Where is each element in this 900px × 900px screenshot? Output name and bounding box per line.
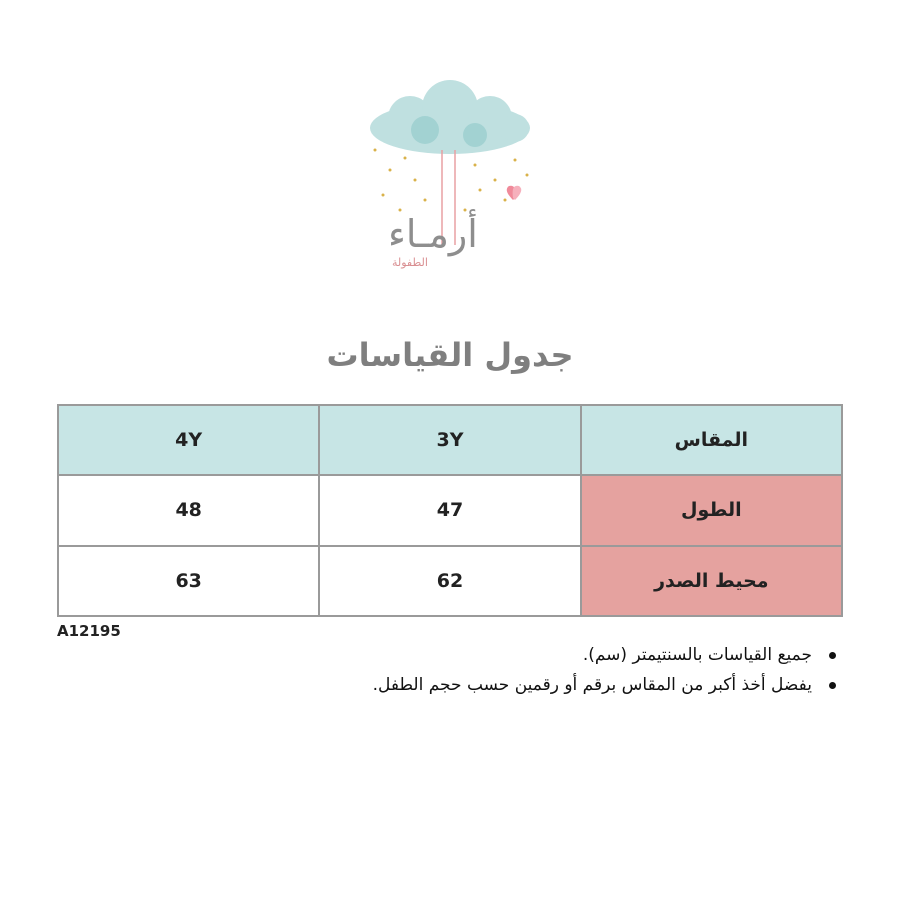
row-label-length: الطول (581, 475, 842, 545)
table-header-row (58, 405, 842, 475)
table-row (58, 546, 842, 616)
table-cell: 47 (319, 475, 580, 545)
product-code: A12195 (57, 622, 121, 640)
bullet-icon (829, 682, 836, 689)
table-cell: 63 (58, 546, 319, 616)
brand-tagline: الطفولة (392, 256, 428, 269)
size-table (57, 404, 843, 617)
bullet-icon (829, 652, 836, 659)
brand-name: أرمـاء (388, 212, 478, 256)
list-item (138, 640, 838, 670)
row-label-chest: محيط الصدر (581, 546, 842, 616)
table-row (58, 475, 842, 545)
header-cell-4y: 4Y (58, 405, 319, 475)
page-title: جدول القياسات (326, 336, 574, 374)
notes-list (138, 640, 838, 700)
butterfly-icon (507, 186, 522, 200)
header-cell-size: المقاس (581, 405, 842, 475)
note-text: يفضل أخذ أكبر من المقاس برقم أو رقمين حسب حجم الطفل. (372, 675, 812, 695)
header-cell-3y: 3Y (319, 405, 580, 475)
table-cell: 48 (58, 475, 319, 545)
table-cell: 62 (319, 546, 580, 616)
list-item (138, 670, 838, 700)
note-text: جميع القياسات بالسنتيمتر (سم). (582, 645, 812, 665)
